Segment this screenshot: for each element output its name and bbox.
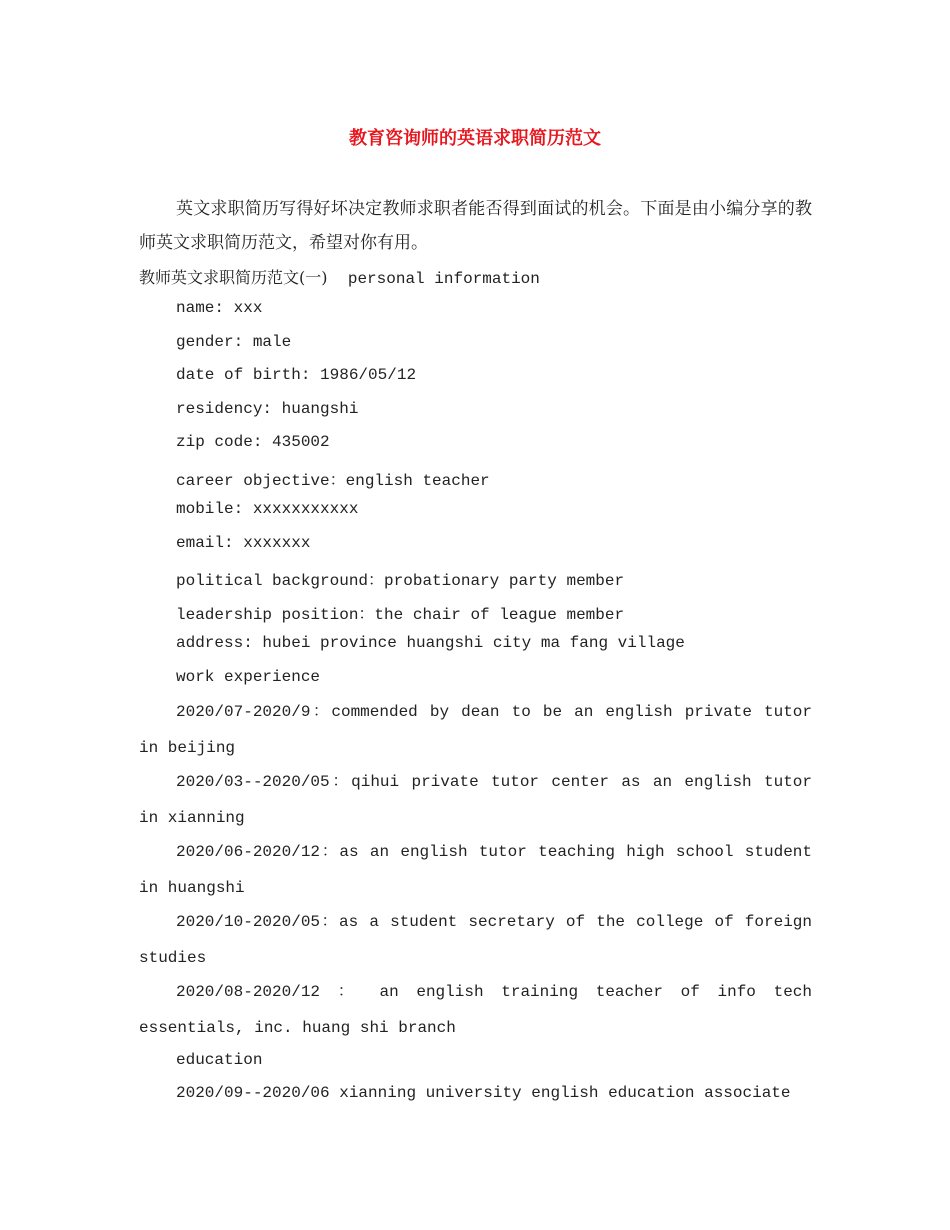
work-entry: 2020/08-2020/12 ： an english training teacher of info tech essentials, inc. huang shi branch [139,983,812,1037]
education-heading: education [176,1051,263,1069]
document-title: 教育咨询师的英语求职简历范文 [349,128,601,149]
work-entry: 2020/10-2020/05：as a student secretary of the college of foreign studies [139,913,812,967]
work-entry: 2020/03--2020/05：qihui private tutor center as an english tutor in xianning [139,773,812,827]
section-subtitle: personal information [347,270,540,288]
work-entry: 2020/07-2020/9：commended by dean to be an english private tutor in beijing [139,703,812,757]
field-date-of-birth: date of birth: 1986/05/12 [176,366,417,384]
field-political-background: political background：probationary party member [176,572,625,590]
field-gender: gender: male [176,333,292,351]
work-experience-heading: work experience [176,668,321,686]
field-leadership-position: leadership position：the chair of league member [176,606,625,624]
field-zip-code: zip code: 435002 [176,433,330,451]
field-address: address: hubei province huangshi city ma fang village [176,634,685,652]
field-career-objective: career objective：english teacher [176,472,490,490]
field-residency: residency: huangshi [176,400,359,418]
field-mobile: mobile: xxxxxxxxxxx [176,500,359,518]
section-title: 教师英文求职简历范文(一) [139,268,328,287]
work-entry: 2020/06-2020/12：as an english tutor teaching high school student in huangshi [139,843,812,897]
section-heading [139,265,540,288]
field-email: email: xxxxxxx [176,534,311,552]
education-entry: 2020/09--2020/06 xianning university english education associate [176,1084,791,1102]
intro-paragraph: 英文求职简历写得好坏决定教师求职者能否得到面试的机会。下面是由小编分享的教师英文求职简历范文，希望对你有用。 [139,199,812,253]
field-name: name: xxx [176,299,263,317]
